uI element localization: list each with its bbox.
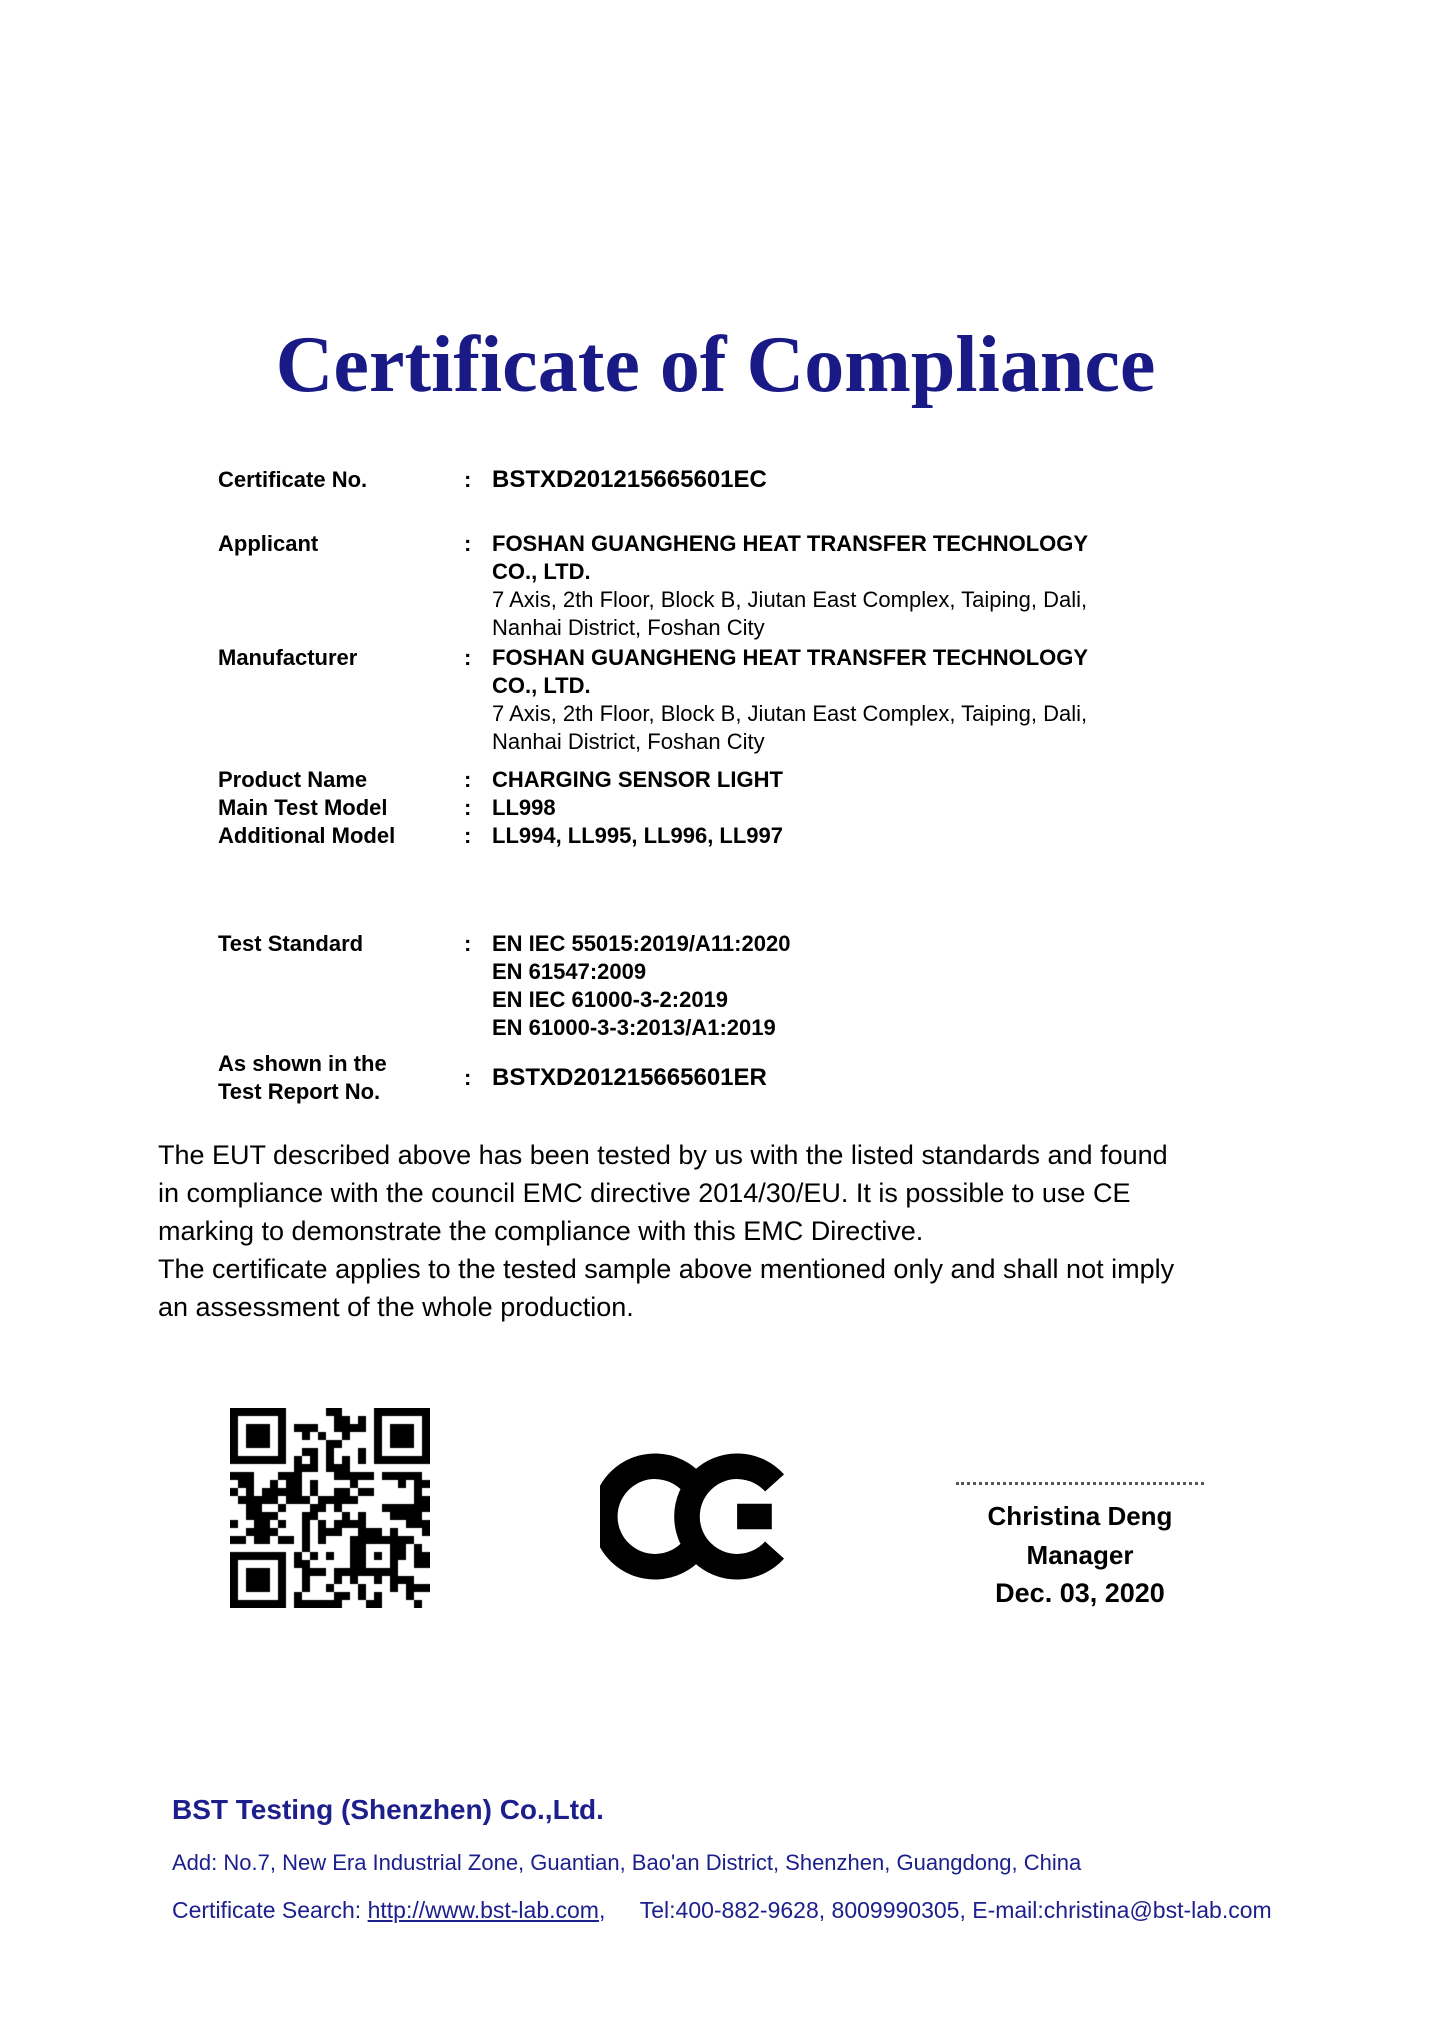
declaration-line: an assessment of the whole production. (158, 1292, 634, 1322)
certificate-search-link[interactable]: http://www.bst-lab.com (367, 1897, 599, 1923)
additional-model-value: LL994, LL995, LL996, LL997 (492, 823, 784, 848)
footer-contact-info: Tel:400-882-9628, 8009990305, E-mail:christina@bst-lab.com (639, 1897, 1272, 1923)
signer-name: Christina Deng (987, 1501, 1173, 1531)
applicant-address-line1: 7 Axis, 2th Floor, Block B, Jiutan East Complex, Taiping, Dali, (492, 587, 1088, 612)
test-standard-item: EN 61000-3-3:2013/A1:2019 (492, 1015, 776, 1040)
declaration-line: The certificate applies to the tested sample above mentioned only and shall not imply (158, 1254, 1175, 1284)
colon: : (464, 531, 472, 556)
test-standard-value (492, 930, 1228, 1042)
signature-date: Dec. 03, 2020 (995, 1578, 1165, 1608)
colon: : (464, 795, 472, 820)
declaration-line: marking to demonstrate the compliance with this EMC Directive. (158, 1216, 924, 1246)
main-test-model-row (218, 794, 1228, 822)
applicant-company-line1: FOSHAN GUANGHENG HEAT TRANSFER TECHNOLOGY (492, 531, 1089, 556)
signer-role: Manager (1026, 1540, 1134, 1570)
footer-search-separator: , (598, 1897, 606, 1923)
test-standard-item: EN IEC 61000-3-2:2019 (492, 987, 729, 1012)
applicant-row (218, 530, 1228, 642)
additional-model-row (218, 822, 1228, 850)
signature-line (956, 1482, 1204, 1485)
certificate-search-label: Certificate Search: (172, 1897, 362, 1923)
main-test-model-value: LL998 (492, 795, 556, 820)
test-standard-label: Test Standard (218, 931, 364, 956)
applicant-value (492, 530, 1228, 642)
manufacturer-row (218, 644, 1228, 756)
additional-model-label: Additional Model (218, 823, 396, 848)
certificate-no-value: BSTXD201215665601EC (492, 466, 767, 493)
manufacturer-address-line2: Nanhai District, Foshan City (492, 729, 765, 754)
colon: : (464, 645, 472, 670)
main-test-model-label: Main Test Model (218, 795, 388, 820)
certificate-details (218, 466, 1228, 1106)
ce-mark-icon (600, 1448, 792, 1590)
applicant-company-line2: CO., LTD. (492, 559, 591, 584)
product-name-value: CHARGING SENSOR LIGHT (492, 767, 783, 792)
product-name-row (218, 766, 1228, 794)
manufacturer-company-line1: FOSHAN GUANGHENG HEAT TRANSFER TECHNOLOGY (492, 645, 1089, 670)
test-report-label-line1: As shown in the (218, 1051, 387, 1076)
manufacturer-value (492, 644, 1228, 756)
applicant-label: Applicant (218, 531, 319, 556)
footer (172, 1794, 1332, 1924)
certificate-no-label: Certificate No. (218, 467, 368, 492)
test-report-row (218, 1050, 1228, 1106)
colon: : (464, 1065, 472, 1090)
manufacturer-address-line1: 7 Axis, 2th Floor, Block B, Jiutan East Complex, Taiping, Dali, (492, 701, 1088, 726)
test-report-label-line2: Test Report No. (218, 1079, 381, 1104)
colon: : (464, 823, 472, 848)
test-standard-item: EN 61547:2009 (492, 959, 647, 984)
test-standard-row (218, 930, 1228, 1042)
declaration-line: in compliance with the council EMC directive 2014/30/EU. It is possible to use CE (158, 1178, 1131, 1208)
manufacturer-label: Manufacturer (218, 645, 358, 670)
signature-block (930, 1482, 1230, 1609)
test-standard-item: EN IEC 55015:2019/A11:2020 (492, 931, 791, 956)
declaration-line: The EUT described above has been tested by us with the listed standards and found (158, 1140, 1168, 1170)
colon: : (464, 767, 472, 792)
test-report-value: BSTXD201215665601ER (492, 1064, 767, 1091)
certificate-no-row (218, 466, 1228, 494)
qr-code (230, 1408, 430, 1608)
page-title: Certificate of Compliance (275, 321, 1156, 409)
colon: : (464, 467, 472, 492)
product-name-label: Product Name (218, 767, 368, 792)
manufacturer-company-line2: CO., LTD. (492, 673, 591, 698)
declaration-text (158, 1136, 1278, 1326)
footer-company-name: BST Testing (Shenzhen) Co.,Ltd. (172, 1794, 604, 1825)
footer-search-line (172, 1897, 1332, 1924)
footer-address: Add: No.7, New Era Industrial Zone, Guantian, Bao'an District, Shenzhen, Guangdong, China (172, 1850, 1082, 1875)
applicant-address-line2: Nanhai District, Foshan City (492, 615, 765, 640)
test-report-label (218, 1050, 464, 1106)
colon: : (464, 931, 472, 956)
